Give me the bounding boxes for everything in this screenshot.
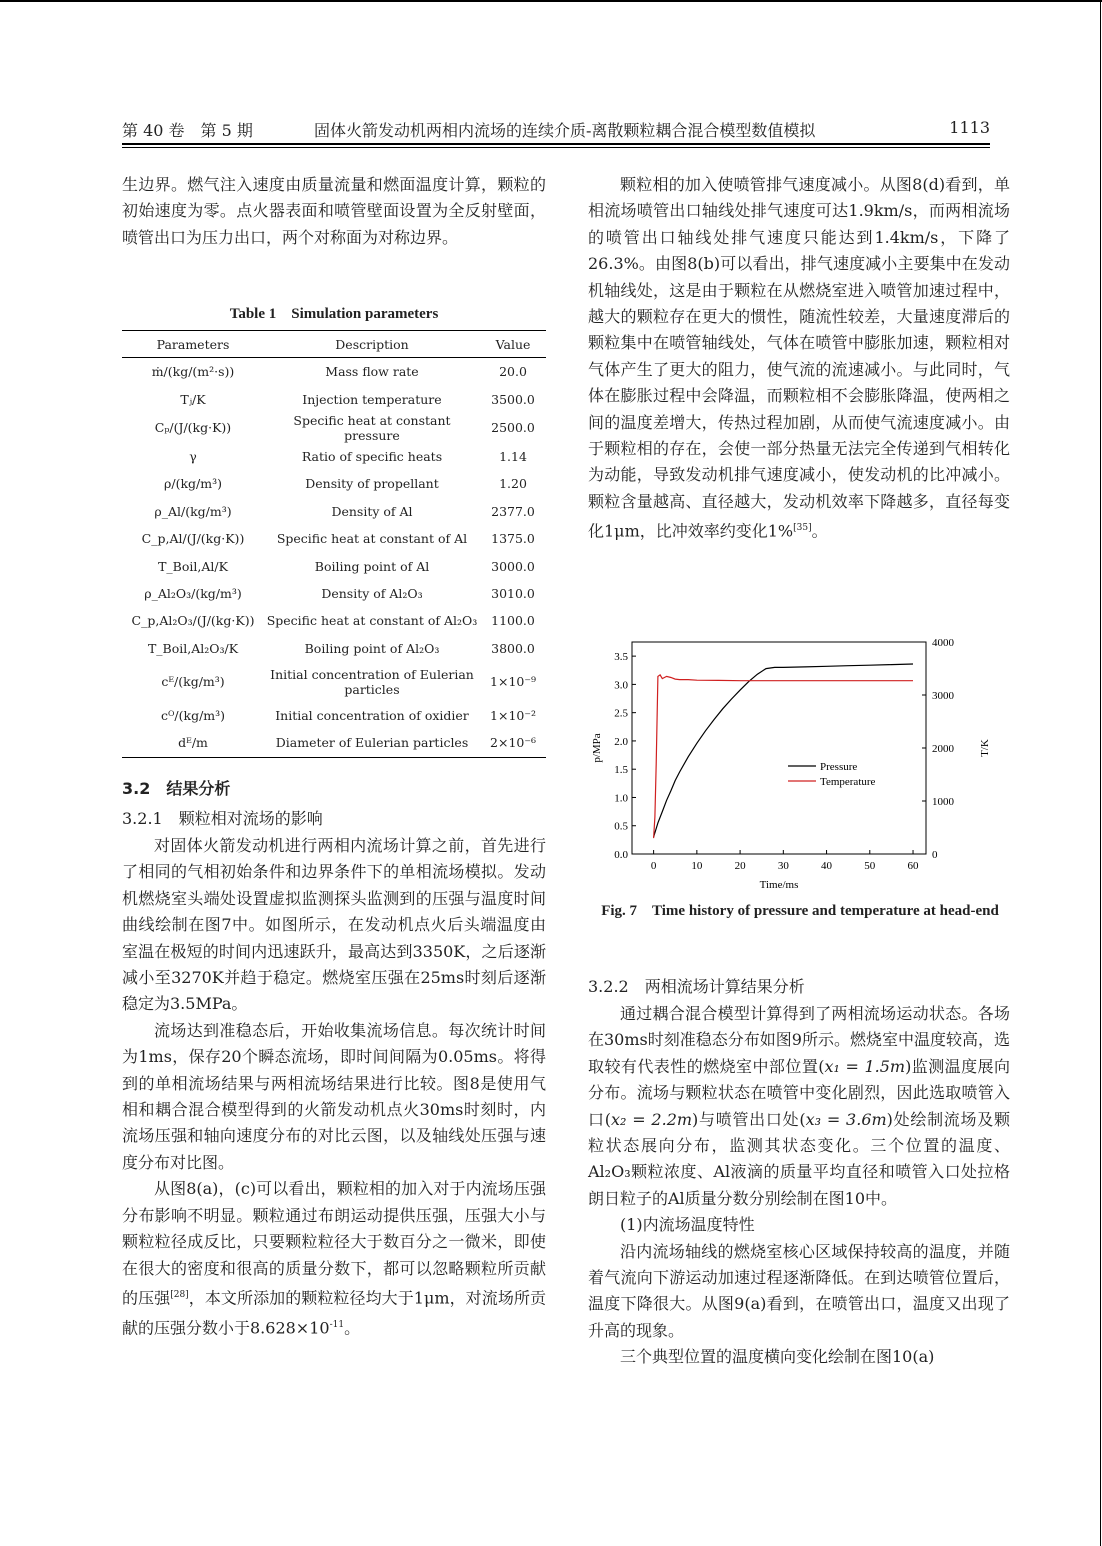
table-row [122, 413, 546, 443]
y-left-tick-label: 3.5 [614, 651, 628, 664]
value-cell: 2500.0 [491, 420, 535, 436]
table-row [122, 635, 546, 662]
y-right-tick-label: 3000 [932, 690, 954, 702]
col-header-parameters: Parameters [122, 331, 264, 358]
right-para1-text: 颗粒相的加入使喷管排气速度减小。从图8(d)看到，单相流场喷管出口轴线处排气速度可达1.9km/s，而两相流场的喷管出口轴线处排气速度只能达到1.4km/s，下降了26.3%。由图8(b)可以看出，排气速度减小主要集中在发动机轴线处，这是由于颗粒在从燃烧室进入喷管加速过程中，越大的颗粒存在更大的惯性，随流性较差，大量速度滞后的颗粒集中在喷管轴线处，气体在喷管中膨胀加速，颗粒相对气体产生了更大的阻力，使气流的流速减小。与此同时，气体在膨胀过程中会降温，而颗粒相不会膨胀降温，使两相之间的温度差增大，传热过程加剧，从而使气流速度减小。由于颗粒相的存在，会使一部分热量无法完全传递到气相转化为动能，导致发动机排气速度减小，使发动机的比冲减小。颗粒含量越高、直径越大，发动机效率下降越多，直径每变化1μm，比冲效率约变化1% [588, 175, 1010, 541]
x-tick-label: 0 [650, 860, 657, 872]
volume-issue: 第 40 卷 第 5 期 [122, 121, 253, 140]
right-paragraph-3: 沿内流场轴线的燃烧室核心区域保持较高的温度，并随着气流向下游运动加速过程逐渐降低。在到达喷管位置后，温度下降很大。从图9(a)看到，在喷管出口，温度又出现了升高的现象。 [588, 1241, 1010, 1340]
section-heading-3-2: 3.2 结果分析 [122, 779, 231, 798]
legend-label-temperature: Temperature [820, 776, 876, 788]
y-left-axis-label: p/MPa [591, 733, 603, 763]
right-bottom [588, 1001, 1010, 1371]
table-row [122, 525, 546, 552]
param-cell: T_Boil,Al₂O₃/K [147, 640, 239, 656]
table-row [122, 580, 546, 607]
subheading-temperature: (1)内流场温度特性 [620, 1215, 755, 1235]
y-left-tick-label: 1.0 [614, 792, 628, 805]
right-para1-end: 。 [811, 521, 828, 541]
x2-position: x₂ = 2.2m [610, 1109, 693, 1129]
left-body [122, 833, 546, 1341]
para3-text-b: ，本文所添加的颗粒粒径均大于1μm，对流场所贡献的压强分数小于8.628×10 [122, 1288, 546, 1337]
col-header-description: Description [264, 331, 480, 358]
value-cell: 20.0 [499, 364, 527, 380]
x-tick-label: 50 [864, 860, 876, 872]
table-row [122, 702, 546, 729]
param-cell: dᴱ/m [122, 729, 264, 757]
value-cell: 1×10⁻⁹ [490, 674, 536, 690]
y-right-tick-label: 0 [932, 849, 938, 861]
table-row [122, 607, 546, 634]
value-cell: 3800.0 [491, 640, 535, 656]
value-cell: 1100.0 [491, 613, 535, 629]
right-paragraph-1 [588, 172, 1010, 545]
value-cell: 2377.0 [491, 503, 535, 519]
param-cell: ρ_Al/(kg/m³) [154, 503, 232, 519]
table-header-row [122, 331, 546, 358]
citation-35: [35] [793, 523, 812, 534]
page-top-border [0, 0, 1102, 2]
x-tick-label: 30 [777, 860, 789, 872]
param-cell: ρ_Al₂O₃/(kg/m³) [144, 585, 242, 601]
citation-28: [28] [170, 1289, 189, 1300]
table-row [122, 552, 546, 579]
intro-paragraph: 生边界。燃气注入速度由质量流量和燃面温度计算，颗粒的初始速度为零。点火器表面和喷管壁面设置为全反射壁面，喷管出口为压力出口，两个对称面为对称边界。 [122, 175, 546, 247]
table-row [122, 470, 546, 497]
left-paragraph-1: 对固体火箭发动机进行两相内流场计算之前，首先进行了相同的气相初始条件和边界条件下的单相流场模拟。发动机燃烧室头端处设置虚拟监测探头监测到的压强与温度时间曲线绘制在图7中。如图所示，在发动机点火后头端温度由室温在极短的时间内迅速跃升，最高达到3350K，之后逐渐减小至3270K并趋于稳定。燃烧室压强在25ms时刻后逐渐稳定为3.5MPa。 [122, 836, 546, 1014]
section-heading-3-2-1: 3.2.1 颗粒相对流场的影响 [122, 809, 323, 828]
x3-position: x₃ = 3.6m [805, 1109, 887, 1129]
para3-text-a: 从图8(a)，(c)可以看出，颗粒相的加入对于内流场压强分布影响不明显。颗粒通过布朗运动提供压强，压强大小与颗粒粒径成反比，只要颗粒粒径大于数百分之一微米，即使在很大的密度和很高的质量分数下，都可以忽略颗粒所贡献的压强 [122, 1179, 546, 1308]
table-caption: Table 1 Simulation parameters [229, 306, 439, 322]
y-left-tick-label: 0.0 [614, 849, 628, 861]
param-cell: C_p,Al/(J/(kg·K)) [141, 531, 245, 547]
desc-cell: Density of Al₂O₃ [321, 585, 423, 601]
figure-7-caption: Fig. 7 Time history of pressure and temperature at head-end [601, 903, 999, 919]
value-cell: 2×10⁻⁶ [480, 729, 546, 757]
desc-cell: Mass flow rate [325, 364, 419, 380]
x-tick-label: 60 [907, 860, 919, 872]
desc-cell: Injection temperature [302, 391, 442, 407]
left-paragraph-2: 流场达到准稳态后，开始收集流场信息。每次统计时间为1ms，保存20个瞬态流场，即时间间隔为0.05ms。将得到的单相流场结果与两相流场结果进行比较。图8是使用气相和耦合混合模型得到的火箭发动机点火30ms时刻时，内流场压强和轴向速度分布的对比云图，以及轴线处压强与速度分布对比图。 [122, 1020, 546, 1172]
value-cell: 3010.0 [491, 585, 535, 601]
table-row [122, 662, 546, 702]
para2-text-d: )处绘制流场及颗粒状态展向分布，监测其状态变化。三个位置的温度、Al₂O₃颗粒浓度、Al液滴的质量平均直径和喷管入口处拉格朗日粒子的Al质量分数分别绘制在图10中。 [588, 1109, 1010, 1208]
left-paragraph-3 [122, 1176, 546, 1341]
page-number: 1113 [949, 118, 990, 137]
desc-cell: Density of propellant [305, 476, 439, 492]
desc-cell: Initial concentration of oxidier [275, 708, 469, 724]
y-left-tick-label: 1.5 [614, 764, 628, 777]
param-cell: cᴱ/(kg/m³) [161, 674, 225, 690]
para3-text-c: 。 [344, 1317, 361, 1337]
value-cell: 1.20 [499, 476, 527, 492]
table-row [122, 443, 546, 470]
y-right-axis-label: T/K [979, 739, 991, 757]
x-axis-label: Time/ms [759, 879, 799, 891]
x-tick-label: 10 [691, 860, 703, 872]
param-cell: γ [189, 448, 197, 464]
y-left-tick-label: 2.0 [614, 735, 628, 748]
legend-label-pressure: Pressure [820, 761, 858, 773]
header-rule-thin [122, 147, 990, 148]
left-intro [122, 172, 546, 251]
desc-cell: Specific heat at constant pressure [293, 412, 451, 443]
para2-text-b: )监测温度展向分布。流场与颗粒状态在喷管中变化剧烈，因此选取喷管入口( [588, 1056, 1010, 1129]
desc-cell: Boiling point of Al [314, 558, 430, 574]
param-cell: T_Boil,Al/K [158, 558, 228, 574]
desc-cell: Density of Al [331, 503, 413, 519]
desc-cell: Specific heat at constant of Al₂O₃ [266, 613, 478, 629]
simulation-parameters-table [122, 330, 546, 758]
x-tick-label: 20 [734, 860, 746, 872]
page-right-border [1100, 0, 1101, 1546]
param-cell: ṁ/(kg/(m²·s)) [151, 364, 235, 380]
x1-position: x₁ = 1.5m [824, 1056, 906, 1076]
value-cell: 3500.0 [491, 391, 535, 407]
value-cell: 1375.0 [491, 531, 535, 547]
right-top [588, 172, 1010, 545]
table-row [122, 729, 546, 757]
value-cell: 3000.0 [491, 558, 535, 574]
right-paragraph-2 [588, 1001, 1010, 1212]
series-line-temperature [654, 675, 913, 838]
y-right-tick-label: 4000 [932, 637, 954, 649]
figure-7-chart [590, 632, 1002, 894]
y-left-tick-label: 0.5 [614, 820, 628, 833]
desc-cell: Specific heat at constant of Al [276, 531, 468, 547]
running-title: 固体火箭发动机两相内流场的连续介质-离散颗粒耦合混合模型数值模拟 [314, 121, 816, 140]
desc-cell: Diameter of Eulerian particles [264, 729, 480, 757]
value-cell: 1×10⁻² [490, 708, 536, 724]
header-rule [122, 143, 990, 145]
table-row [122, 358, 546, 386]
param-cell: C_p,Al₂O₃/(J/(kg·K)) [131, 613, 255, 629]
y-right-tick-label: 2000 [932, 743, 954, 755]
desc-cell: Initial concentration of Eulerian particles [270, 666, 474, 697]
right-paragraph-4: 三个典型位置的温度横向变化绘制在图10(a) [620, 1347, 935, 1367]
table-row [122, 498, 546, 525]
col-header-value: Value [480, 331, 546, 358]
desc-cell: Boiling point of Al₂O₃ [304, 640, 440, 656]
y-left-tick-label: 2.5 [614, 707, 628, 720]
y-left-tick-label: 3.0 [614, 679, 628, 692]
param-cell: Cₚ/(J/(kg·K)) [154, 420, 232, 436]
plot-frame [632, 642, 926, 854]
table-row [122, 385, 546, 412]
running-header [122, 114, 990, 144]
param-cell: cᴼ/(kg/m³) [160, 708, 226, 724]
section-heading-3-2-2: 3.2.2 两相流场计算结果分析 [588, 977, 805, 996]
para2-text-a: 通过耦合混合模型计算得到了两相流场运动状态。各场在30ms时刻准稳态分布如图9所示。燃烧室中温度较高，选取较有代表性的燃烧室中部位置( [588, 1004, 1010, 1076]
x-tick-label: 40 [821, 860, 833, 872]
y-right-tick-label: 1000 [932, 796, 954, 808]
param-cell: Tⱼ/K [180, 391, 206, 407]
desc-cell: Ratio of specific heats [301, 448, 443, 464]
series-line-pressure [654, 664, 913, 837]
exponent: -11 [329, 1319, 345, 1330]
param-cell: ρ/(kg/m³) [164, 476, 222, 492]
para2-text-c: )与喷管出口处( [692, 1109, 806, 1129]
value-cell: 1.14 [499, 448, 527, 464]
